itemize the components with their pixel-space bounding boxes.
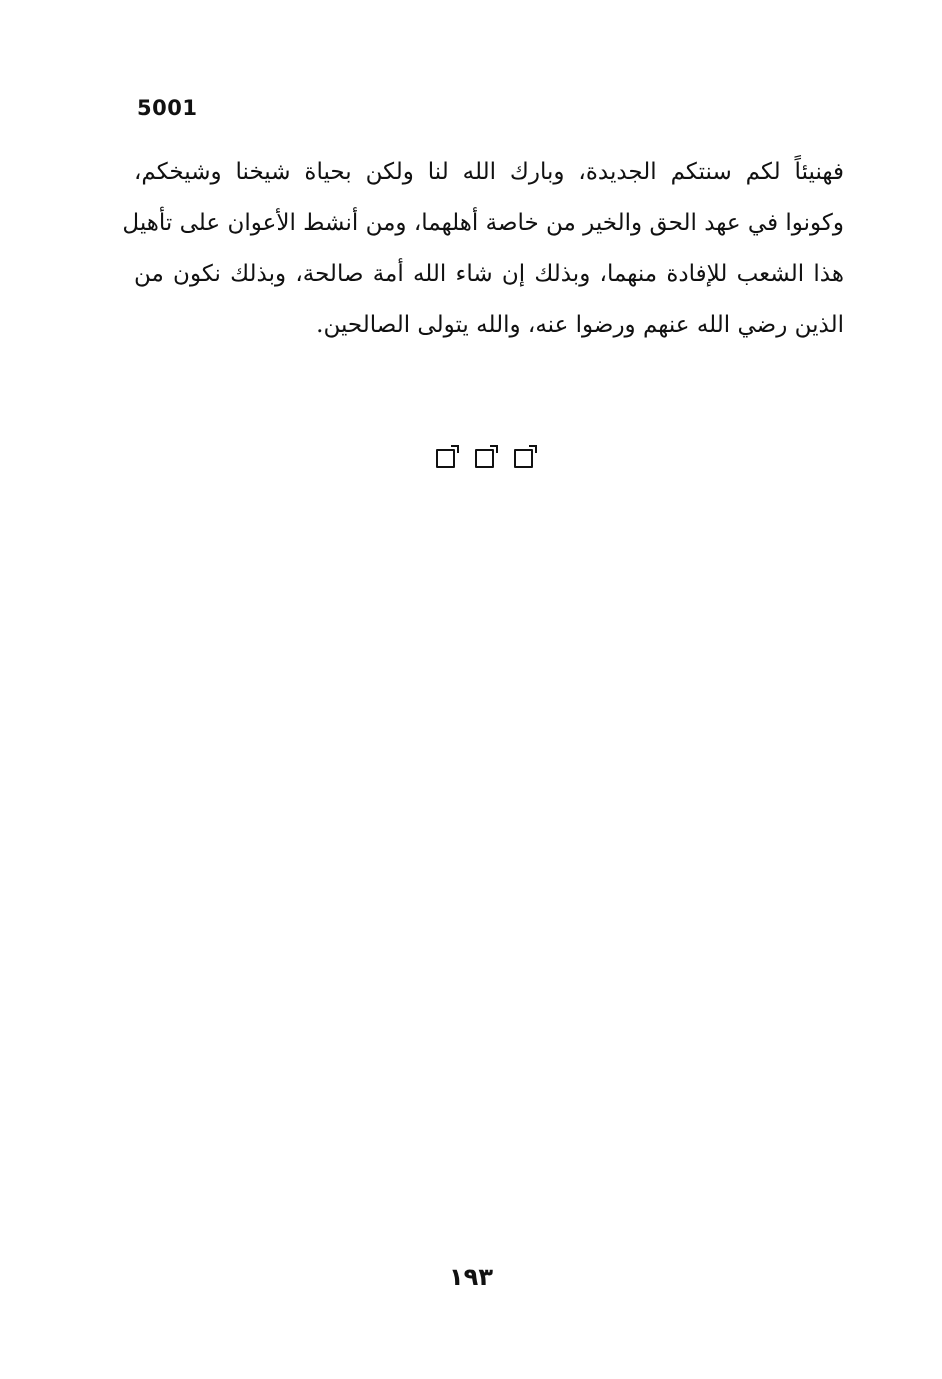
separator-square-icon <box>436 449 455 468</box>
paragraph-line-2: وكونوا في عهد الحق والخير من خاصة أهلهما، ومن أنشط الأعوان على تأهيل <box>122 210 844 236</box>
paragraph-line-4: الذين رضي الله عنهم ورضوا عنه، والله يتولى الصالحين. <box>316 312 844 338</box>
page-number: ١٩٣ <box>449 1263 493 1291</box>
section-separator <box>436 449 533 468</box>
paragraph-line-3: هذا الشعب للإفادة منهما، وبذلك إن شاء الله أمة صالحة، وبذلك نكون من <box>134 261 844 287</box>
paragraph-line-1: فهنيئاً لكم سنتكم الجديدة، وبارك الله لنا ولكن بحياة شيخنا وشيخكم، <box>134 159 844 185</box>
body-paragraph <box>122 147 844 351</box>
separator-square-icon <box>475 449 494 468</box>
separator-square-icon <box>514 449 533 468</box>
page-code: 5001 <box>137 96 198 120</box>
